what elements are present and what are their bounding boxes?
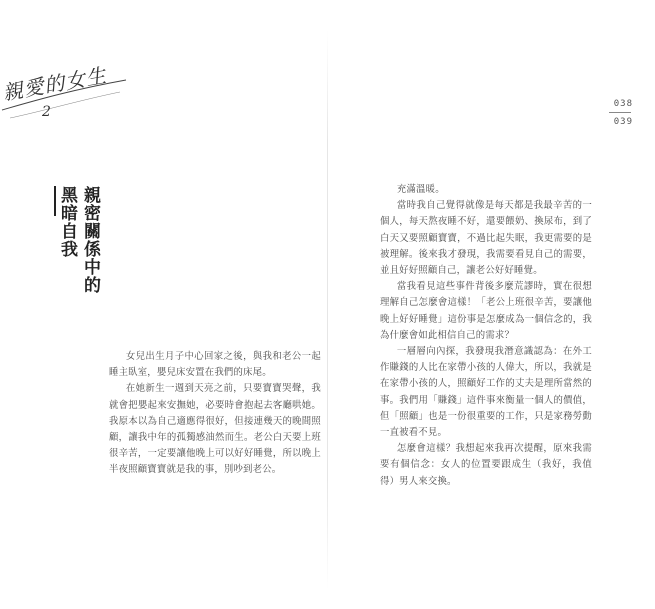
- header-title: 親愛的女生: [0, 63, 109, 105]
- paragraph: 女兒出生月子中心回家之後，與我和老公一起睡主臥室，嬰兒床安置在我們的床尾。: [109, 351, 321, 379]
- paragraph: 怎麼會這樣？我想起來我再次提醒，原來我需要有個信念：女人的位置要跟成生（我好，我值得）男人來交換。: [380, 443, 592, 487]
- header-subtitle: 2: [42, 104, 51, 120]
- right-body-text: [380, 182, 592, 490]
- paragraph: 一層層向內探，我發現我潛意識認為：在外工作賺錢的人比在家帶小孩的人偉大，所以，我就是在家帶小孩的人，照顧好工作的丈夫是理所當然的事。我們用「賺錢」這件事來衡量一個人的價值，但「照顧」也是一份很重要的工作，只是家務勞動一直被看不見。: [380, 346, 592, 439]
- headline-column-1: 親密關係中的: [80, 186, 100, 294]
- page-number-right: 039: [613, 117, 633, 127]
- paragraph: 當時我自己覺得就像是每天都是我最辛苦的一個人，每天熬夜睡不好，還要餵奶、換尿布，到了白天又要照顧寶寶，不過比起失眠，我更需要的是被理解。後來我才發現，我需要看見自己的需要，並且好好照顧自己，讓老公好好睡覺。: [380, 200, 592, 277]
- left-page: [0, 0, 327, 609]
- paragraph: 在她新生一週到天亮之前，只要寶寶哭聲，我就會把嬰起來安撫她，必要時會抱起去客廳哄她。我原本以為自己適應得很好，但接連幾天的晚間照顧，讓我中年的孤獨感油然而生。老公白天要上班很辛苦，一定要讓他晚上可以好好睡覺，所以晚上半夜照顧寶寶就是我的事，別吵到老公。: [109, 383, 321, 476]
- headline-accent-bar: [54, 186, 56, 216]
- page-number-divider: [609, 112, 631, 113]
- headline-column-2: 黑暗自我: [57, 186, 77, 258]
- page-number-left: 038: [613, 99, 633, 109]
- chapter-headline: [58, 186, 98, 294]
- paragraph: 當我看見這些事件背後多麼荒謬時，實在很想理解自己怎麼會這樣！「老公上班很辛苦，要讓他晚上好好睡覺」這份事是怎麼成為一個信念的，我為什麼會如此相信自己的需求？: [380, 281, 592, 341]
- left-body-text: [109, 349, 321, 479]
- paragraph: 充滿溫暖。: [396, 184, 445, 195]
- right-page: [328, 0, 655, 609]
